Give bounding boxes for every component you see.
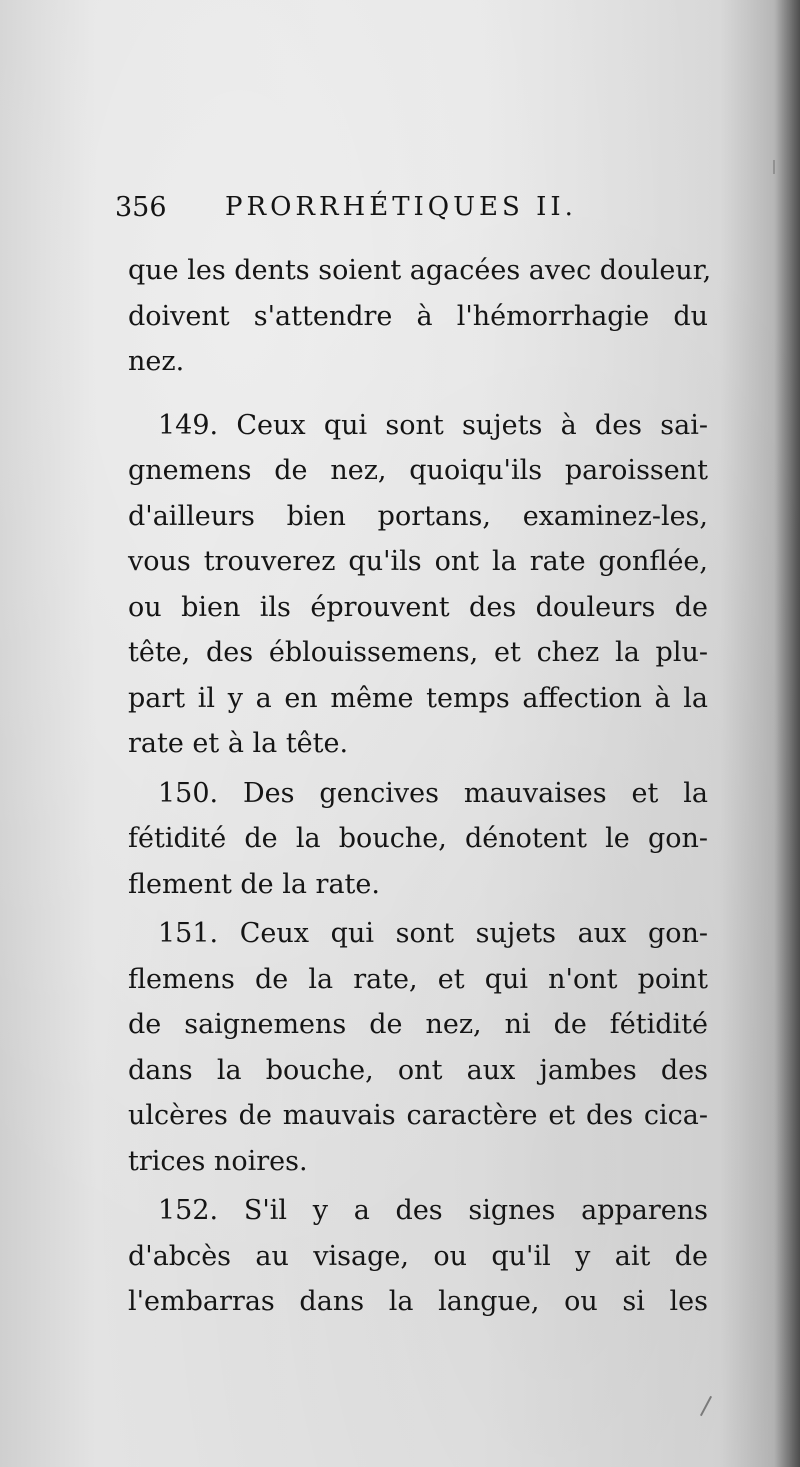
paragraph-150: [128, 771, 708, 908]
text-line: gnemens de nez, quoiqu'ils paroissent: [128, 455, 708, 486]
paper-mark: [700, 1396, 712, 1416]
text-line: 150. Des gencives mauvaises et la: [158, 777, 708, 809]
page-number: 356: [115, 192, 167, 223]
text-line: part il y a en même temps affection à la: [128, 682, 708, 714]
text-line: l'embarras dans la langue, ou si les: [128, 1286, 708, 1317]
paper-mark: [773, 160, 775, 174]
text-line: 152. S'il y a des signes apparens: [158, 1195, 708, 1226]
text-line: tête, des éblouissemens, et chez la plu-: [128, 637, 708, 668]
text-line: vous trouverez qu'ils ont la rate gonflée,: [128, 546, 708, 577]
paragraph-151: [128, 911, 708, 1184]
text-line: de saignemens de nez, ni de fétidité: [128, 1009, 708, 1040]
text-line: d'abcès au visage, ou qu'il y ait de: [128, 1240, 708, 1272]
text-line: flement de la rate.: [128, 868, 380, 900]
paragraph-152: [128, 1188, 708, 1325]
page-edge-shadow: [774, 0, 800, 1467]
text-line: fétidité de la bouche, dénotent le gon-: [128, 823, 708, 854]
text-line: flemens de la rate, et qui n'ont point: [128, 963, 708, 995]
text-line: 149. Ceux qui sont sujets à des sai-: [158, 409, 708, 441]
text-line: nez.: [128, 346, 185, 377]
paragraph-149: [128, 403, 708, 767]
text-line: d'ailleurs bien portans, examinez-les,: [128, 500, 708, 532]
paragraph-continuation: [128, 248, 712, 385]
text-line: ulcères de mauvais caractère et des cica-: [128, 1100, 708, 1131]
body-text: [128, 248, 712, 1325]
page-header: [115, 192, 715, 236]
text-line: trices noires.: [128, 1145, 308, 1177]
text-line: que les dents soient agacées avec douleur,: [128, 255, 712, 286]
text-line: doivent s'attendre à l'hémorrhagie du: [128, 300, 708, 332]
text-line: rate et à la tête.: [128, 728, 349, 759]
text-line: dans la bouche, ont aux jambes des: [128, 1054, 708, 1086]
text-line: ou bien ils éprouvent des douleurs de: [128, 591, 708, 623]
running-title: PRORRHÉTIQUES II.: [225, 192, 577, 222]
text-line: 151. Ceux qui sont sujets aux gon-: [158, 918, 708, 949]
